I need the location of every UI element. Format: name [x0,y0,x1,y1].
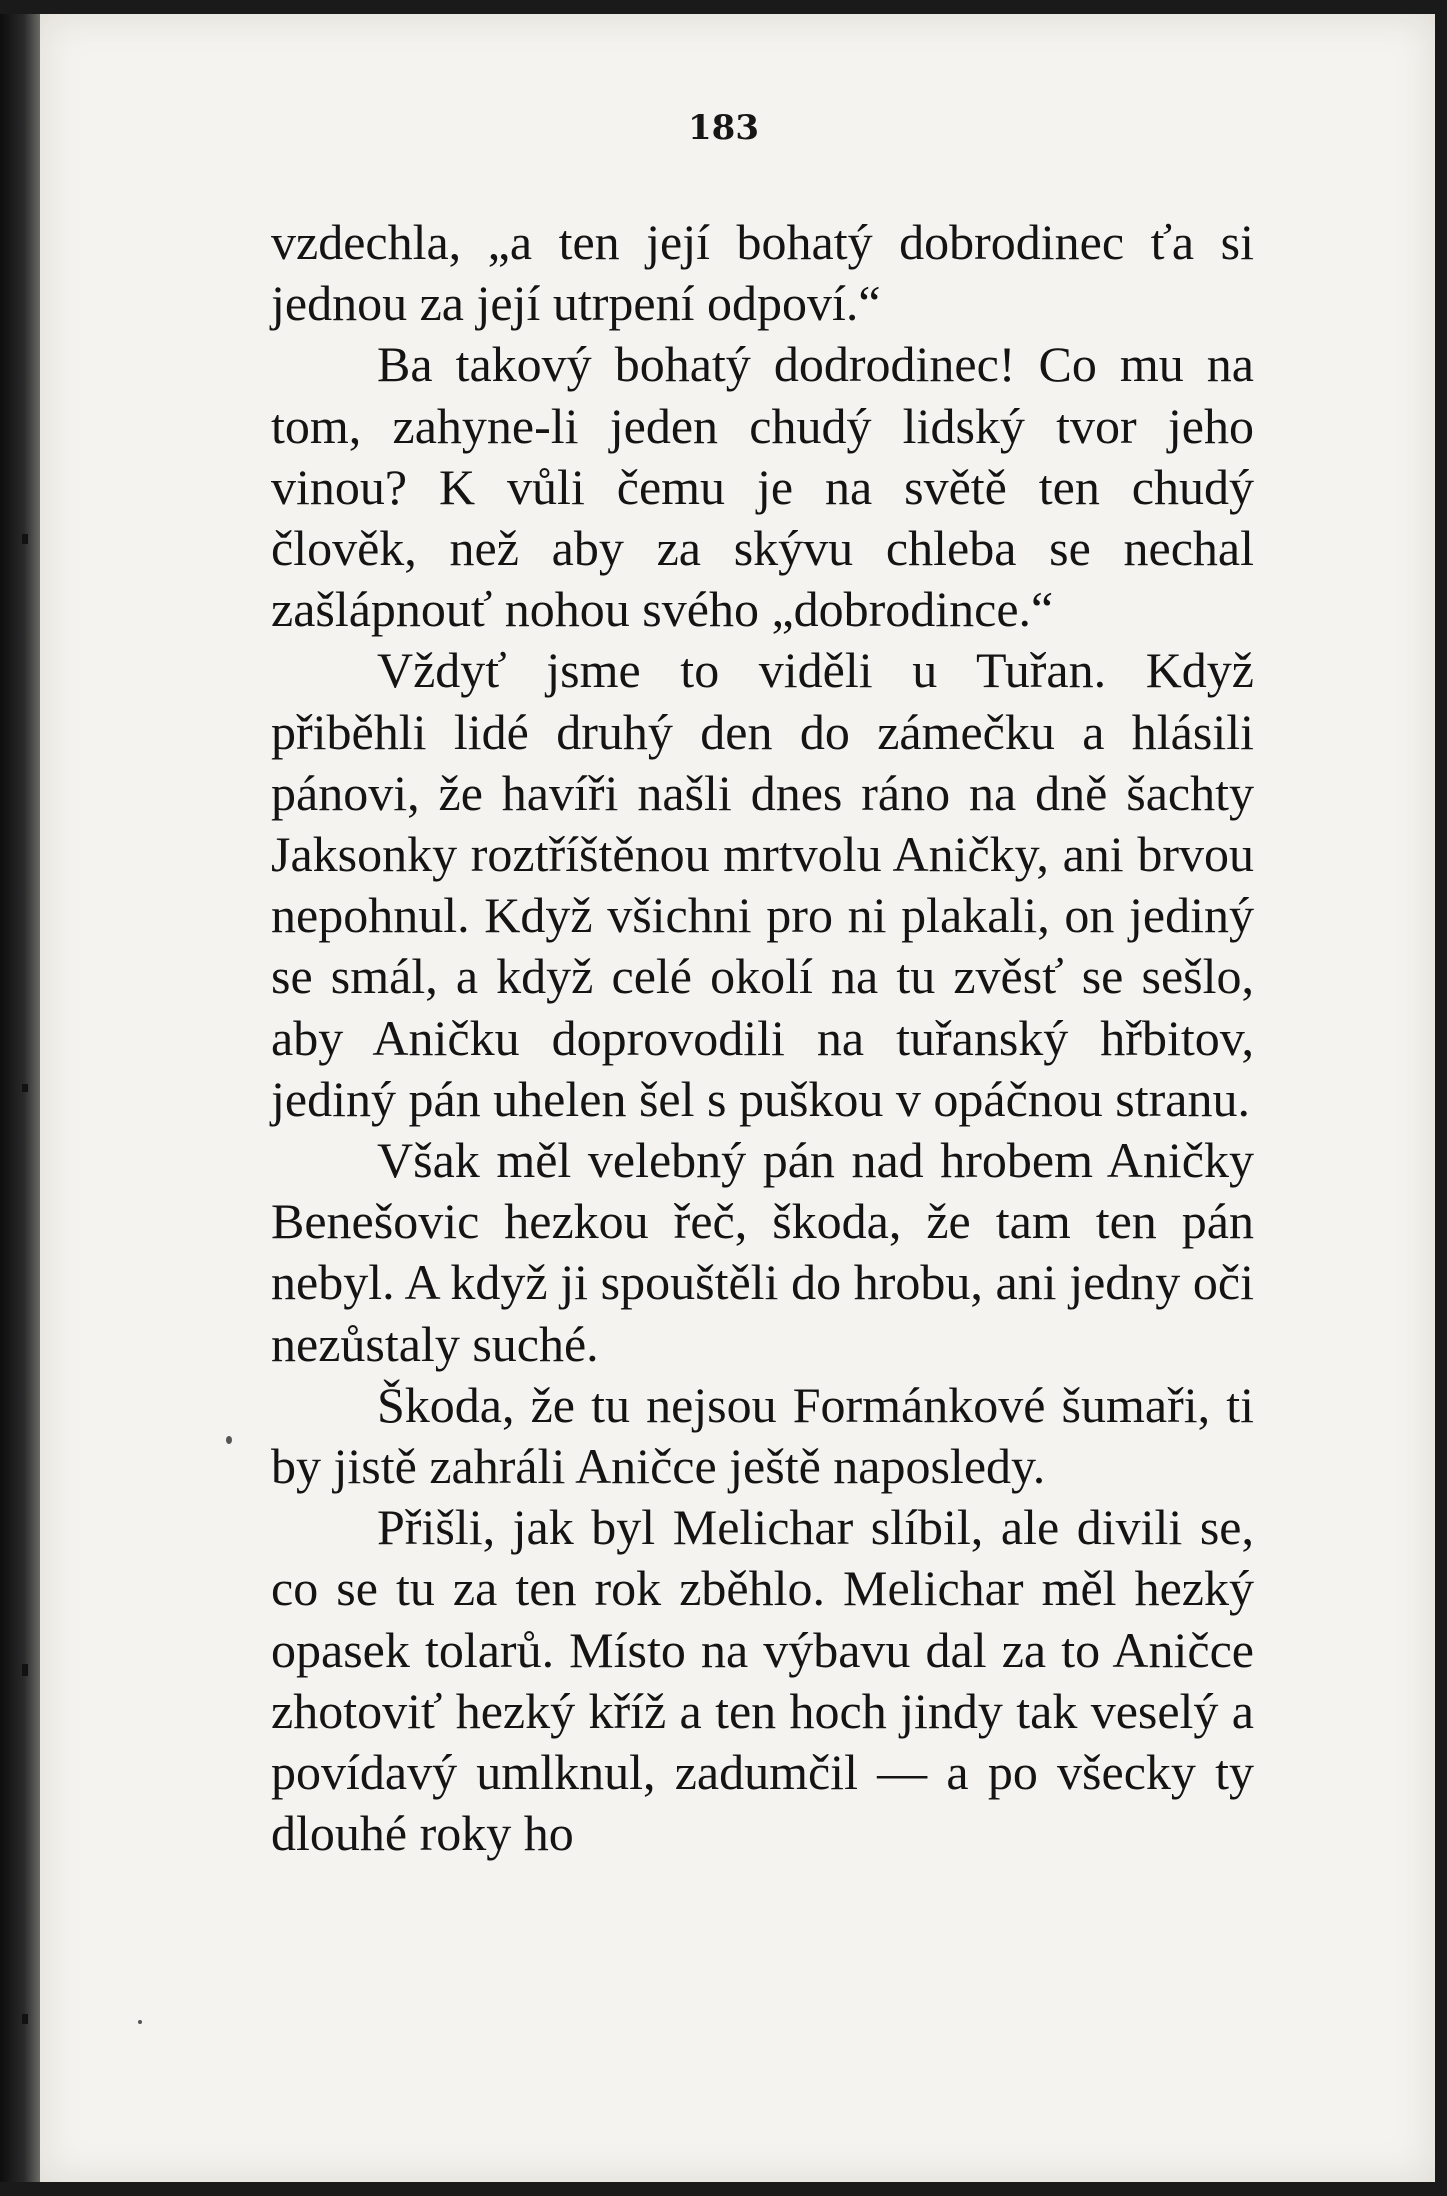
paragraph: Však měl velebný pán nad hrobem Aničky Benešovic hezkou řeč, škoda, že tam ten pán nebyl. A když ji spouštěli do hrobu, ani jedny oči nezůstaly suché. [271,1132,1254,1372]
paper-speck [226,1436,232,1444]
book-spine-edge [0,14,40,2182]
binding-mark [22,2014,28,2024]
paragraph: Škoda, že tu nejsou Formánkové šumaři, ti by jistě zahráli Aničce ještě naposledy. [271,1376,1254,1495]
binding-mark [22,1664,28,1676]
binding-mark [22,534,28,544]
paragraph: Vždyť jsme to viděli u Tuřan. Když přiběhli lidé druhý den do zámečku a hlásili pánovi, že havíři našli dnes ráno na dně šachty Jaksonky roztříštěnou mrtvolu Aničky, ani brvou nepohnul. Když všichni pro ni plakali, on jediný se smál, a když celé okolí na tu zvěsť se sešlo, aby Aničku doprovodili na tuřanský hřbitov, jediný pán uhelen šel s puškou v opáčnou stranu. [271,642,1254,1127]
paper-speck [138,2020,142,2024]
paragraph: vzdechla, „a ten její bohatý dobrodinec ťa si jednou za její utrpení odpoví.“ [271,214,1254,332]
body-text [271,212,1254,1864]
paragraph: Ba takový bohatý dodrodinec! Co mu na tom, zahyne-li jeden chudý lidský tvor jeho vinou? K vůli čemu je na světě ten chudý člověk, než aby za skývu chleba se nechal zašlápnouť nohou svého „dobrodince.“ [271,336,1254,638]
binding-mark [22,1084,28,1092]
page-number: 183 [688,108,759,148]
paragraph: Přišli, jak byl Melichar slíbil, ale divili se, co se tu za ten rok zběhlo. Melichar měl hezký opasek tolarů. Místo na výbavu dal za to Aničce zhotoviť hezký kříž a ten hoch jindy tak veselý a povídavý umlknul, zadumčil — a po všecky ty dlouhé roky ho [271,1499,1254,1862]
